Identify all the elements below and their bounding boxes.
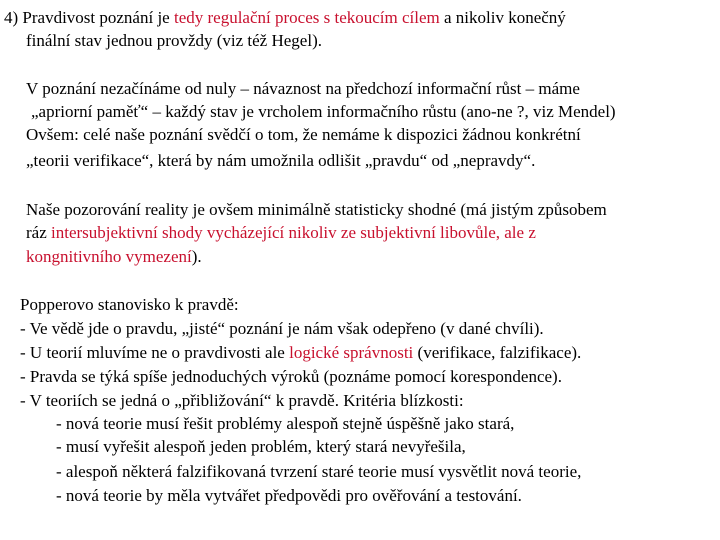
- highlight-cognitive-definition: kongnitivního vymezení: [26, 247, 192, 266]
- observation-text-end: ).: [191, 247, 202, 266]
- popper-item-2-text: - U teorií mluvíme ne o pravdivosti ale: [20, 343, 290, 362]
- point-4-line-2: finální stav jednou provždy (viz též Hegel).: [26, 31, 322, 50]
- popper-item-3: - Pravda se týká spíše jednoduchých výroků (poznáme pomocí korespondence).: [20, 367, 562, 386]
- paragraph-observation-line-2: [26, 222, 536, 244]
- criterion-4: - nová teorie by měla vytvářet předpovědi pro ověřování a testování.: [56, 486, 522, 505]
- highlight-logical-correctness: logické správnosti: [289, 343, 414, 362]
- paragraph-prior-knowledge-line-4: „teorii verifikace“, která by nám umožnila odlišit „pravdu“ od „nepravdy“.: [26, 151, 536, 170]
- point-4-text: 4) Pravdivost poznání je: [4, 8, 174, 27]
- paragraph-prior-knowledge-line-1: V poznání nezačínáme od nuly – návaznost na předchozí informační růst – máme: [26, 79, 580, 98]
- highlight-intersubjective-agreement: intersubjektivní shody vycházející nikoliv ze subjektivní libovůle, ale z: [51, 223, 536, 242]
- popper-item-2: [20, 342, 581, 364]
- point-4-text-end: a nikoliv konečný: [439, 8, 566, 27]
- paragraph-prior-knowledge-line-3: Ovšem: celé naše poznání svědčí o tom, že nemáme k dispozici žádnou konkrétní: [26, 125, 581, 144]
- popper-item-1: - Ve vědě jde o pravdu, „jisté“ poznání je nám však odepřeno (v dané chvíli).: [20, 319, 544, 338]
- paragraph-observation-line-1: Naše pozorování reality je ovšem minimálně statisticky shodné (má jistým způsobem: [26, 200, 607, 219]
- paragraph-observation-line-3: [26, 246, 202, 268]
- highlight-regulation-process: tedy regulační proces s tekoucím cílem: [173, 8, 440, 27]
- criterion-2: - musí vyřešit alespoň jeden problém, který stará nevyřešila,: [56, 437, 466, 456]
- paragraph-prior-knowledge-line-2: „apriorní paměť“ – každý stav je vrcholem informačního růstu (ano-ne ?, viz Mendel): [31, 102, 616, 121]
- point-4-line-1: [4, 7, 566, 29]
- popper-item-4: - V teoriích se jedná o „přibližování“ k pravdě. Kritéria blízkosti:: [20, 391, 464, 410]
- popper-item-2-text-end: (verifikace, falzifikace).: [413, 343, 582, 362]
- criterion-1: - nová teorie musí řešit problémy alespoň stejně úspěšně jako stará,: [56, 414, 515, 433]
- criterion-3: - alespoň některá falzifikovaná tvrzení staré teorie musí vysvětlit nová teorie,: [56, 462, 582, 481]
- popper-heading: Popperovo stanovisko k pravdě:: [20, 295, 239, 314]
- observation-text: ráz: [26, 223, 52, 242]
